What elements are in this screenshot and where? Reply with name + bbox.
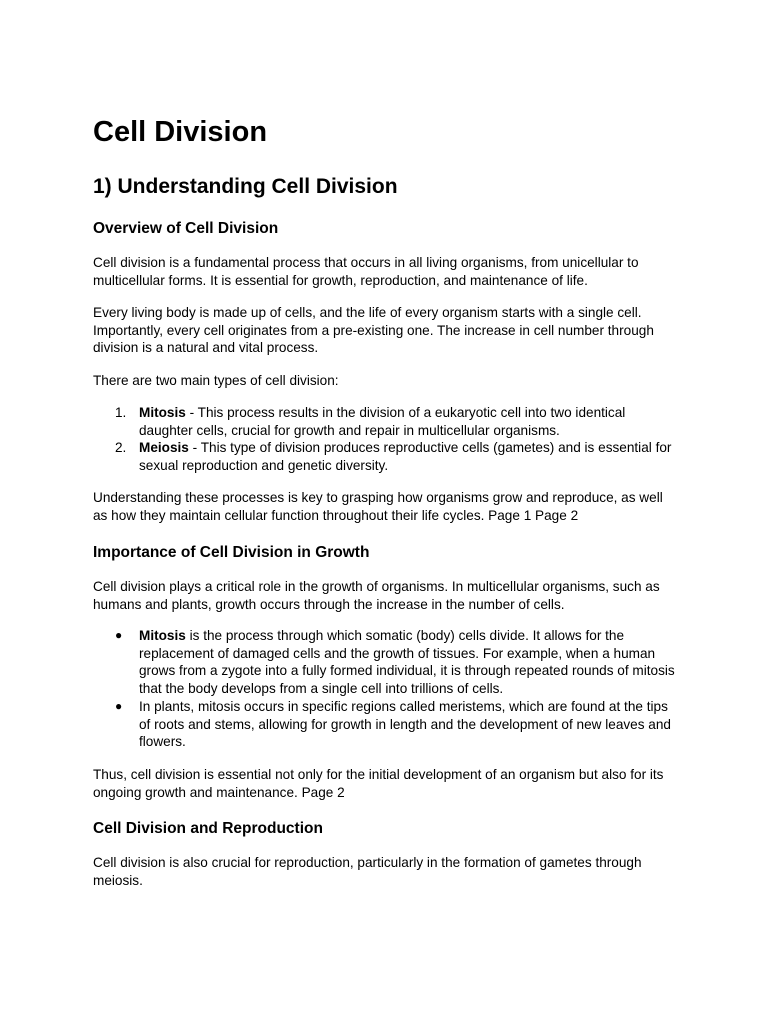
bullet-icon: ● [115, 628, 123, 642]
growth-paragraph-2: Thus, cell division is essential not only for the initial development of an organism but also for its ongoing growth and maintenance. Page 2 [93, 767, 664, 800]
growth-paragraph-1: Cell division plays a critical role in the growth of organisms. In multicellular organisms, such as humans and plants, growth occurs through the increase in the number of cells. [93, 579, 660, 612]
list-item [93, 439, 678, 474]
list-text: In plants, mitosis occurs in specific regions called meristems, which are found at the tips of roots and stems, allowing for growth in length and the development of new leaves and flowers. [139, 698, 671, 750]
list-term: Mitosis [139, 405, 186, 420]
list-term: Meiosis [139, 440, 189, 456]
overview-paragraph-2: Every living body is made up of cells, and the life of every organism starts with a single cell. Importantly, every cell originates from a pre-existing one. The increase in cell number through division is a natural and vital process. [93, 305, 654, 356]
document-title: Cell Division [93, 116, 268, 148]
list-text: - This process results in the division of a eukaryotic cell into two identical daughter cells, crucial for growth and repair in multicellular organisms. [139, 405, 626, 438]
division-types-list [93, 404, 678, 475]
list-number: 2. [115, 440, 127, 456]
reproduction-heading: Cell Division and Reproduction [93, 820, 323, 837]
list-item [93, 404, 678, 439]
growth-heading: Importance of Cell Division in Growth [93, 544, 370, 561]
overview-heading: Overview of Cell Division [93, 220, 279, 237]
overview-paragraph-4: Understanding these processes is key to grasping how organisms grow and reproduce, as well as how they maintain cellular function throughout their life cycles. Page 1 Page 2 [93, 490, 663, 523]
list-item [93, 698, 678, 751]
overview-paragraph-3: There are two main types of cell division: [93, 373, 339, 388]
overview-paragraph-1: Cell division is a fundamental process that occurs in all living organisms, from unicellular to multicellular forms. It is essential for growth, reproduction, and maintenance of life. [93, 255, 639, 288]
section-title: 1) Understanding Cell Division [93, 175, 398, 198]
list-text: - This type of division produces reproductive cells (gametes) and is essential for sexual reproduction and genetic diversity. [139, 440, 672, 474]
growth-bullet-list [93, 627, 678, 751]
list-item [93, 627, 678, 698]
bullet-icon: ● [115, 698, 123, 713]
list-text: is the process through which somatic (body) cells divide. It allows for the replacement of damaged cells and the growth of tissues. For example, when a human grows from a zygote into a fully formed individual, it is through repeated rounds of mitosis that the body develops from a single cell into trillions of cells. [139, 628, 675, 697]
reproduction-paragraph-1: Cell division is also crucial for reproduction, particularly in the formation of gametes through meiosis. [93, 855, 642, 888]
list-number: 1. [115, 405, 127, 420]
list-term: Mitosis [139, 628, 186, 643]
